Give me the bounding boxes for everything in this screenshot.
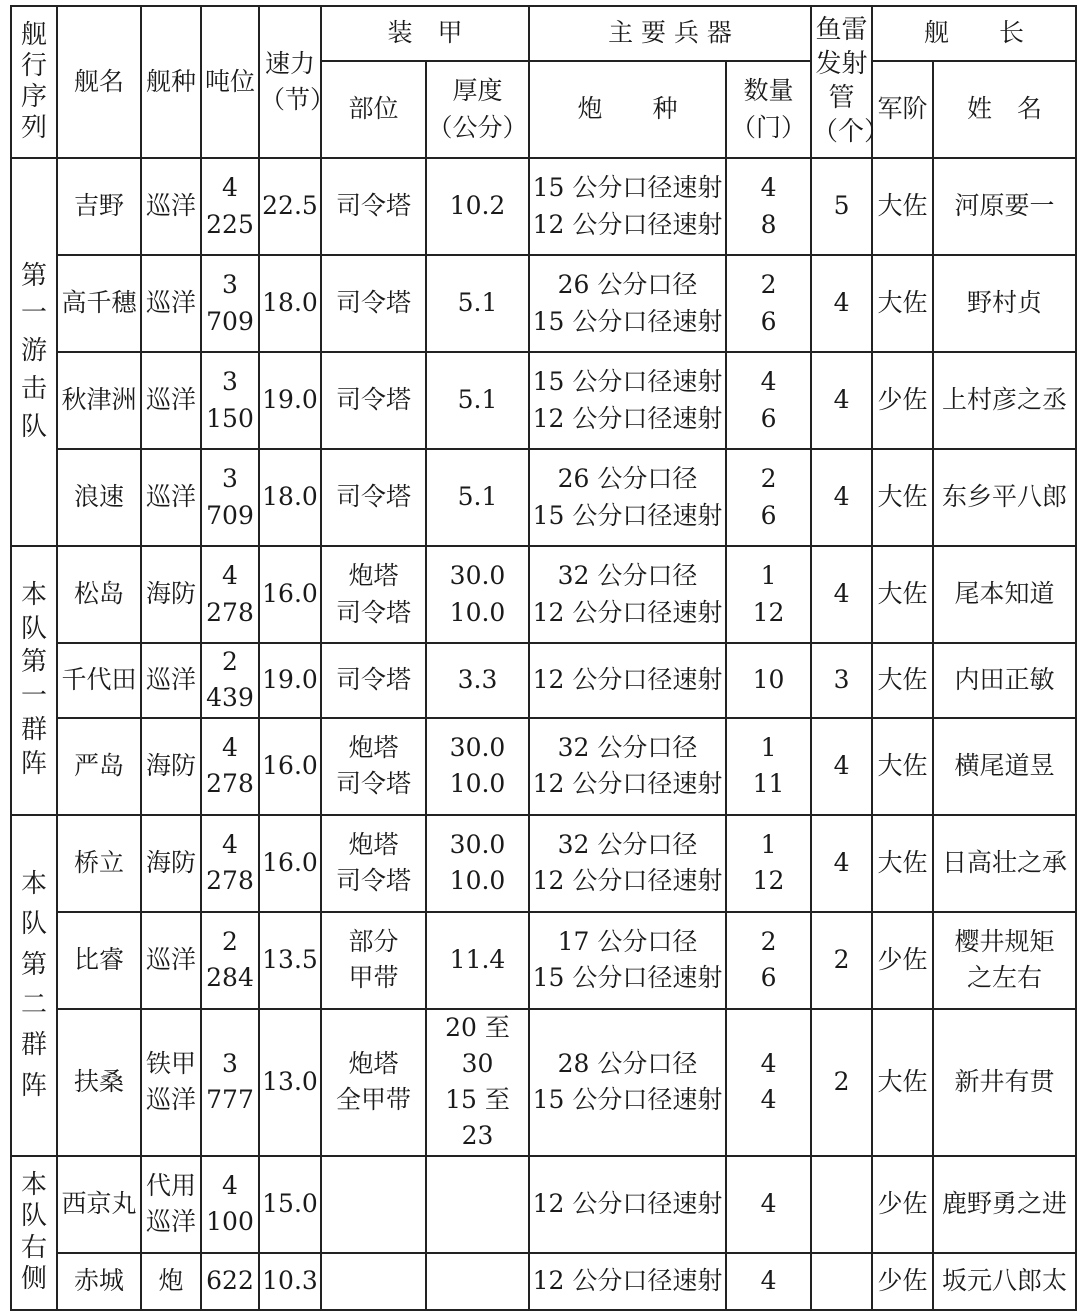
armor-part: 炮塔 司令塔 <box>321 718 426 815</box>
ship-speed: 22.5 <box>259 158 321 255</box>
gun-types: 26 公分口径 15 公分口径速射 <box>529 449 726 546</box>
captain-rank: 大佐 <box>872 255 933 352</box>
ship-speed: 13.0 <box>259 1009 321 1156</box>
gun-counts: 1 11 <box>726 718 811 815</box>
header-armor: 装 甲 <box>321 6 529 61</box>
torpedo-tubes: 4 <box>811 449 872 546</box>
header-speed: 速力 （节） <box>259 6 321 158</box>
ship-name: 高千穗 <box>57 255 141 352</box>
armor-part: 部分 甲带 <box>321 912 426 1009</box>
gun-counts: 4 6 <box>726 352 811 449</box>
armor-thickness: 5.1 <box>426 352 529 449</box>
ship-name: 吉野 <box>57 158 141 255</box>
armor-part: 炮塔 司令塔 <box>321 815 426 912</box>
captain-name: 横尾道昱 <box>933 718 1076 815</box>
ship-speed: 19.0 <box>259 643 321 718</box>
gun-types: 32 公分口径 12 公分口径速射 <box>529 718 726 815</box>
captain-name: 野村贞 <box>933 255 1076 352</box>
table-row <box>11 158 1076 255</box>
table-row <box>11 255 1076 352</box>
gun-counts: 2 6 <box>726 255 811 352</box>
armor-thickness: 3.3 <box>426 643 529 718</box>
header-weapons: 主 要 兵 器 <box>529 6 811 61</box>
armor-part: 司令塔 <box>321 643 426 718</box>
ship-type: 海防 <box>141 815 201 912</box>
group-label: 本 队 第 二 群 阵 <box>11 815 57 1156</box>
group-label: 本 队 第 一 群 阵 <box>11 546 57 815</box>
ship-name: 千代田 <box>57 643 141 718</box>
captain-rank: 少佐 <box>872 1253 933 1310</box>
armor-thickness: 20 至 30 15 至 23 <box>426 1009 529 1156</box>
ship-speed: 13.5 <box>259 912 321 1009</box>
captain-rank: 少佐 <box>872 352 933 449</box>
torpedo-tubes: 4 <box>811 546 872 643</box>
ship-speed: 16.0 <box>259 815 321 912</box>
table-row <box>11 546 1076 643</box>
ship-tonnage: 4 278 <box>201 718 259 815</box>
armor-part: 司令塔 <box>321 158 426 255</box>
header-gun-count: 数量 （门） <box>726 61 811 158</box>
torpedo-tubes <box>811 1253 872 1310</box>
ship-type: 巡洋 <box>141 352 201 449</box>
ship-name: 严岛 <box>57 718 141 815</box>
ship-name: 赤城 <box>57 1253 141 1310</box>
armor-part: 司令塔 <box>321 352 426 449</box>
armor-part <box>321 1253 426 1310</box>
table-row <box>11 1253 1076 1310</box>
ship-speed: 15.0 <box>259 1156 321 1253</box>
torpedo-tubes <box>811 1156 872 1253</box>
captain-name: 尾本知道 <box>933 546 1076 643</box>
torpedo-tubes: 2 <box>811 912 872 1009</box>
ship-tonnage: 4 225 <box>201 158 259 255</box>
captain-name: 日高壮之承 <box>933 815 1076 912</box>
ship-tonnage: 622 <box>201 1253 259 1310</box>
captain-name: 东乡平八郎 <box>933 449 1076 546</box>
ship-type: 巡洋 <box>141 912 201 1009</box>
armor-thickness: 30.0 10.0 <box>426 815 529 912</box>
captain-name: 上村彦之丞 <box>933 352 1076 449</box>
ship-type: 代用 巡洋 <box>141 1156 201 1253</box>
fleet-table <box>10 5 1077 1311</box>
ship-tonnage: 2 439 <box>201 643 259 718</box>
table-row <box>11 1009 1076 1156</box>
gun-counts: 1 12 <box>726 815 811 912</box>
armor-part: 司令塔 <box>321 255 426 352</box>
armor-part <box>321 1156 426 1253</box>
header-torpedo: 鱼雷 发射 管 （个） <box>811 6 872 158</box>
ship-name: 比睿 <box>57 912 141 1009</box>
ship-speed: 18.0 <box>259 449 321 546</box>
ship-speed: 10.3 <box>259 1253 321 1310</box>
armor-thickness: 11.4 <box>426 912 529 1009</box>
captain-rank: 大佐 <box>872 158 933 255</box>
ship-type: 巡洋 <box>141 449 201 546</box>
ship-tonnage: 4 278 <box>201 546 259 643</box>
captain-rank: 大佐 <box>872 815 933 912</box>
ship-speed: 16.0 <box>259 718 321 815</box>
header-row-1 <box>11 6 1076 61</box>
ship-name: 浪速 <box>57 449 141 546</box>
gun-types: 12 公分口径速射 <box>529 643 726 718</box>
torpedo-tubes: 2 <box>811 1009 872 1156</box>
table-row <box>11 449 1076 546</box>
ship-name: 扶桑 <box>57 1009 141 1156</box>
header-captain: 舰 长 <box>872 6 1076 61</box>
table-row <box>11 912 1076 1009</box>
armor-thickness <box>426 1253 529 1310</box>
captain-name: 鹿野勇之进 <box>933 1156 1076 1253</box>
captain-rank: 少佐 <box>872 1156 933 1253</box>
ship-name: 秋津洲 <box>57 352 141 449</box>
table-row <box>11 1156 1076 1253</box>
table-row <box>11 352 1076 449</box>
torpedo-tubes: 4 <box>811 815 872 912</box>
gun-counts: 4 <box>726 1253 811 1310</box>
header-tonnage: 吨位 <box>201 6 259 158</box>
header-armor-thickness: 厚度 （公分） <box>426 61 529 158</box>
armor-part: 司令塔 <box>321 449 426 546</box>
ship-tonnage: 3 709 <box>201 255 259 352</box>
gun-counts: 4 <box>726 1156 811 1253</box>
header-rank: 军阶 <box>872 61 933 158</box>
armor-thickness: 30.0 10.0 <box>426 546 529 643</box>
gun-counts: 4 4 <box>726 1009 811 1156</box>
ship-tonnage: 4 100 <box>201 1156 259 1253</box>
captain-name: 坂元八郎太 <box>933 1253 1076 1310</box>
table-row <box>11 815 1076 912</box>
captain-rank: 大佐 <box>872 1009 933 1156</box>
table-row <box>11 643 1076 718</box>
gun-types: 32 公分口径 12 公分口径速射 <box>529 815 726 912</box>
header-type: 舰种 <box>141 6 201 158</box>
ship-tonnage: 3 777 <box>201 1009 259 1156</box>
gun-types: 15 公分口径速射 12 公分口径速射 <box>529 158 726 255</box>
ship-type: 巡洋 <box>141 643 201 718</box>
armor-thickness: 5.1 <box>426 449 529 546</box>
gun-types: 28 公分口径 15 公分口径速射 <box>529 1009 726 1156</box>
gun-counts: 10 <box>726 643 811 718</box>
header-group: 舰 行 序 列 <box>11 6 57 158</box>
armor-part: 炮塔 全甲带 <box>321 1009 426 1156</box>
captain-rank: 大佐 <box>872 546 933 643</box>
gun-counts: 2 6 <box>726 449 811 546</box>
ship-tonnage: 2 284 <box>201 912 259 1009</box>
ship-name: 松岛 <box>57 546 141 643</box>
ship-type: 铁甲 巡洋 <box>141 1009 201 1156</box>
gun-counts: 1 12 <box>726 546 811 643</box>
gun-types: 17 公分口径 15 公分口径速射 <box>529 912 726 1009</box>
gun-types: 26 公分口径 15 公分口径速射 <box>529 255 726 352</box>
ship-type: 巡洋 <box>141 255 201 352</box>
gun-types: 12 公分口径速射 <box>529 1156 726 1253</box>
captain-name: 新井有贯 <box>933 1009 1076 1156</box>
gun-counts: 4 8 <box>726 158 811 255</box>
gun-counts: 2 6 <box>726 912 811 1009</box>
torpedo-tubes: 4 <box>811 352 872 449</box>
armor-thickness: 10.2 <box>426 158 529 255</box>
group-label: 本 队 右 侧 <box>11 1156 57 1310</box>
torpedo-tubes: 5 <box>811 158 872 255</box>
gun-types: 15 公分口径速射 12 公分口径速射 <box>529 352 726 449</box>
torpedo-tubes: 4 <box>811 255 872 352</box>
ship-name: 桥立 <box>57 815 141 912</box>
ship-tonnage: 3 150 <box>201 352 259 449</box>
header-armor-part: 部位 <box>321 61 426 158</box>
armor-thickness <box>426 1156 529 1253</box>
torpedo-tubes: 4 <box>811 718 872 815</box>
ship-type: 炮 <box>141 1253 201 1310</box>
header-captain-name: 姓 名 <box>933 61 1076 158</box>
armor-thickness: 30.0 10.0 <box>426 718 529 815</box>
ship-tonnage: 3 709 <box>201 449 259 546</box>
captain-name: 内田正敏 <box>933 643 1076 718</box>
ship-name: 西京丸 <box>57 1156 141 1253</box>
armor-part: 炮塔 司令塔 <box>321 546 426 643</box>
gun-types: 12 公分口径速射 <box>529 1253 726 1310</box>
ship-type: 海防 <box>141 718 201 815</box>
table-row <box>11 718 1076 815</box>
armor-thickness: 5.1 <box>426 255 529 352</box>
header-name: 舰名 <box>57 6 141 158</box>
captain-name: 樱井规矩 之左右 <box>933 912 1076 1009</box>
captain-name: 河原要一 <box>933 158 1076 255</box>
ship-tonnage: 4 278 <box>201 815 259 912</box>
captain-rank: 大佐 <box>872 643 933 718</box>
ship-speed: 16.0 <box>259 546 321 643</box>
captain-rank: 大佐 <box>872 718 933 815</box>
gun-types: 32 公分口径 12 公分口径速射 <box>529 546 726 643</box>
ship-speed: 18.0 <box>259 255 321 352</box>
torpedo-tubes: 3 <box>811 643 872 718</box>
captain-rank: 少佐 <box>872 912 933 1009</box>
captain-rank: 大佐 <box>872 449 933 546</box>
ship-speed: 19.0 <box>259 352 321 449</box>
ship-type: 巡洋 <box>141 158 201 255</box>
ship-type: 海防 <box>141 546 201 643</box>
header-gun-type: 炮 种 <box>529 61 726 158</box>
group-label: 第 一 游 击 队 <box>11 158 57 546</box>
